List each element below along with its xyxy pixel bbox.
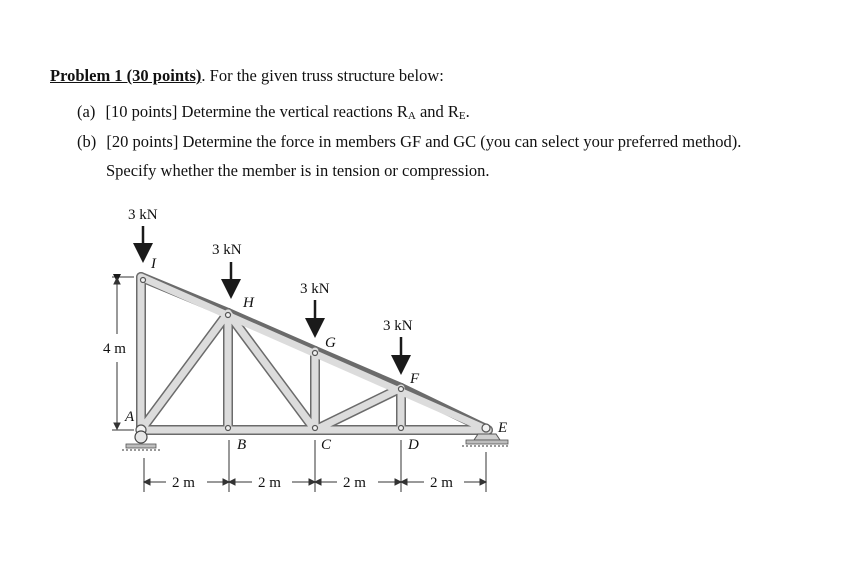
pin-h bbox=[226, 313, 231, 318]
joint-label-g: G bbox=[325, 335, 336, 351]
span-label-bc: 2 m bbox=[258, 475, 281, 491]
part-b-marker: (b) bbox=[77, 132, 97, 151]
joint-label-i: I bbox=[151, 256, 156, 272]
height-label: 4 m bbox=[103, 341, 126, 357]
part-a-sub-e: E bbox=[458, 110, 466, 122]
pin-f bbox=[399, 387, 404, 392]
joint-label-d: D bbox=[408, 437, 419, 453]
pin-b bbox=[226, 426, 231, 431]
pin-e bbox=[482, 424, 490, 432]
pin-i bbox=[141, 278, 146, 283]
span-label-ab: 2 m bbox=[172, 475, 195, 491]
load-label-h: 3 kN bbox=[212, 242, 242, 258]
part-a-end: . bbox=[465, 102, 470, 121]
span-label-cd: 2 m bbox=[343, 475, 366, 491]
part-a-mid: and R bbox=[415, 102, 459, 121]
joint-label-a: A bbox=[125, 409, 135, 425]
joint-label-e: E bbox=[498, 420, 508, 436]
joint-label-c: C bbox=[321, 437, 332, 453]
part-a-sub-a: A bbox=[407, 110, 416, 122]
pin-c bbox=[313, 426, 318, 431]
load-label-g: 3 kN bbox=[300, 281, 330, 297]
part-a-marker: (a) bbox=[77, 102, 96, 121]
joint-label-h: H bbox=[243, 295, 254, 311]
joint-label-b: B bbox=[237, 437, 247, 453]
load-label-f: 3 kN bbox=[383, 318, 413, 334]
part-b-line2: Specify whether the member is in tension or compression. bbox=[106, 161, 490, 180]
part-b-text: [20 points] Determine the force in members GF and GC (you can select your preferred method). bbox=[106, 132, 742, 151]
pin-d bbox=[399, 426, 404, 431]
load-label-i: 3 kN bbox=[128, 207, 158, 223]
pin-g bbox=[313, 351, 318, 356]
problem-heading: Problem 1 (30 points) bbox=[50, 66, 202, 85]
problem-intro: . For the given truss structure below: bbox=[201, 66, 444, 85]
joint-label-f: F bbox=[410, 371, 420, 387]
span-label-de: 2 m bbox=[430, 475, 453, 491]
part-a-text: [10 points] Determine the vertical reactions R bbox=[105, 102, 408, 121]
